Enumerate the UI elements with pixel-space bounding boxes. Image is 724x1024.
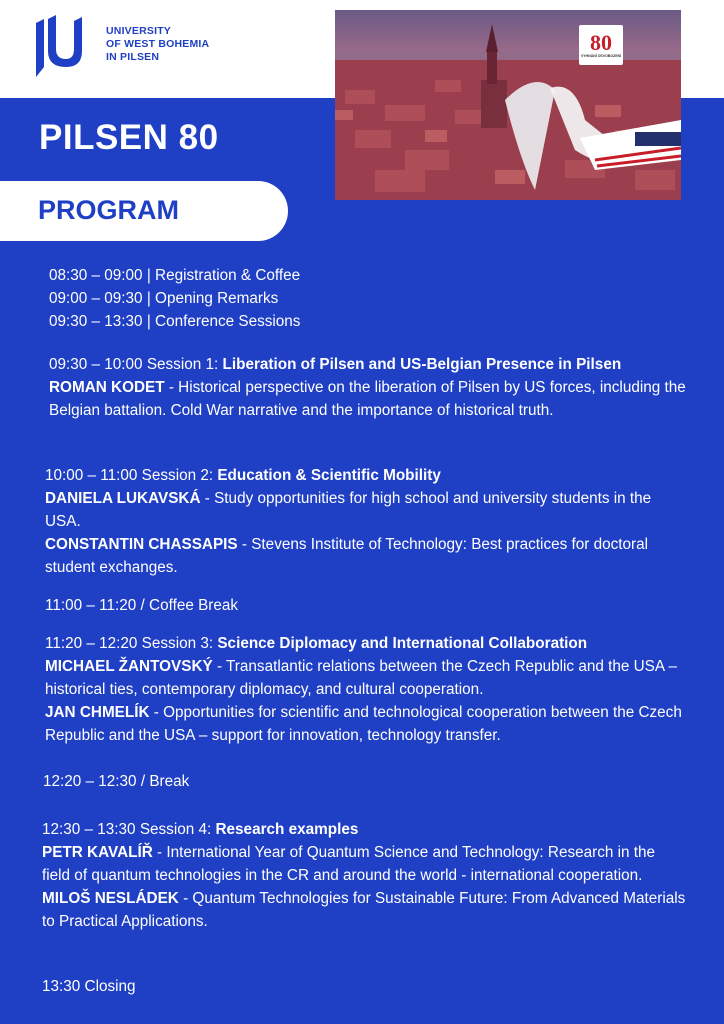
talk-description: - Study opportunities for high school and university students in the USA. <box>45 490 652 530</box>
university-name-line-2: OF WEST BOHEMIA <box>106 38 210 50</box>
session-2 <box>45 464 690 579</box>
university-name <box>106 25 209 64</box>
speaker-name: CONSTANTIN CHASSAPIS <box>45 536 238 553</box>
session-4-title: Research examples <box>215 821 359 838</box>
session-2-title: Education & Scientific Mobility <box>217 467 441 484</box>
session-1 <box>49 353 689 422</box>
university-name-line-1: UNIVERSITY <box>106 25 172 37</box>
program-heading <box>0 181 288 241</box>
talk-description: - Stevens Institute of Technology: Best practices for doctoral student exchanges. <box>45 536 649 576</box>
break: 12:20 – 12:30 / Break <box>43 773 190 790</box>
session-1-time: 09:30 – 10:00 Session 1: <box>49 356 223 373</box>
speaker-name: DANIELA LUKAVSKÁ <box>45 490 201 507</box>
schedule-item: 09:30 – 13:30 | Conference Sessions <box>49 313 301 330</box>
talk-description: - Historical perspective on the liberation of Pilsen by US forces, including the Belgian battalion. Cold War narrative and the importance of historical truth. <box>49 379 686 419</box>
city-illustration <box>335 10 681 200</box>
speaker-name: JAN CHMELÍK <box>45 704 150 721</box>
coffee-break: 11:00 – 11:20 / Coffee Break <box>45 597 239 614</box>
session-4 <box>42 818 687 933</box>
page-title: PILSEN 80 <box>39 118 219 157</box>
badge-number: 80 <box>590 29 612 55</box>
pilsen-aerial-photo <box>335 10 681 200</box>
session-3 <box>45 632 690 747</box>
anniversary-badge <box>579 25 623 65</box>
session-2-header <box>45 464 690 487</box>
session-2-time: 10:00 – 11:00 Session 2: <box>45 467 218 484</box>
session-4-header <box>42 818 687 841</box>
closing: 13:30 Closing <box>42 978 136 995</box>
session-3-header <box>45 632 690 655</box>
schedule-overview <box>49 264 699 333</box>
university-name-line-3: IN PILSEN <box>106 51 160 63</box>
speaker-name: ROMAN KODET <box>49 379 165 396</box>
session-4-talk-2 <box>42 887 687 933</box>
session-1-talk <box>49 376 689 422</box>
session-3-title: Science Diplomacy and International Collaboration <box>217 635 588 652</box>
university-logo-icon <box>36 13 86 77</box>
session-3-time: 11:20 – 12:20 Session 3: <box>45 635 218 652</box>
program-label: PROGRAM <box>38 195 179 225</box>
session-3-talk-1 <box>45 655 690 701</box>
session-1-header <box>49 353 689 376</box>
schedule-item: 09:00 – 09:30 | Opening Remarks <box>49 290 279 307</box>
session-3-talk-2 <box>45 701 690 747</box>
speaker-name: MICHAEL ŽANTOVSKÝ <box>45 658 213 675</box>
session-1-title: Liberation of Pilsen and US-Belgian Presence in Pilsen <box>222 356 622 373</box>
session-2-talk-1 <box>45 487 690 533</box>
session-2-talk-2 <box>45 533 690 579</box>
badge-caption: VYHNÁNÍ OSVOBOZENÍ <box>580 53 622 58</box>
speaker-name: PETR KAVALÍŘ <box>42 844 153 861</box>
session-4-talk-1 <box>42 841 687 887</box>
talk-description: - Quantum Technologies for Sustainable Future: From Advanced Materials to Practical Applications. <box>42 890 686 930</box>
talk-description: - Opportunities for scientific and technological cooperation between the Czech Republic and the USA – support for innovation, technology transfer. <box>45 704 682 744</box>
talk-description: - International Year of Quantum Science and Technology: Research in the field of quantum technologies in the CR and around the world - international cooperation. <box>42 844 656 884</box>
session-4-time: 12:30 – 13:30 Session 4: <box>42 821 216 838</box>
speaker-name: MILOŠ NESLÁDEK <box>42 890 179 907</box>
schedule-item: 08:30 – 09:00 | Registration & Coffee <box>49 267 301 284</box>
talk-description: - Transatlantic relations between the Czech Republic and the USA – historical ties, contemporary diplomacy, and cultural cooperation. <box>45 658 677 698</box>
